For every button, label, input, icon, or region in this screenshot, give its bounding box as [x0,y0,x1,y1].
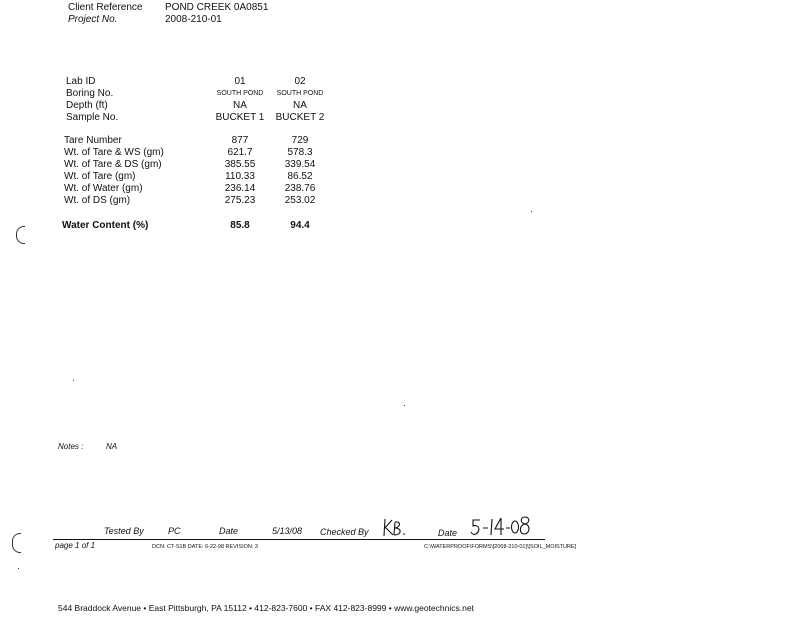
col2-tare-number: 729 [291,135,309,146]
row-label-wt-water: Wt. of Water (gm) [64,183,143,194]
row-label-wt-tare-ds: Wt. of Tare & DS (gm) [64,159,162,170]
company-address: 544 Braddock Avenue • East Pittsburgh, PA 15112 • 412-823-7600 • FAX 412-823-8999 • www.geotechnics.net [58,603,474,613]
col2-sample-no: BUCKET 2 [275,112,325,123]
col2-wt-tare: 86.52 [287,171,313,182]
col2-boring-no: SOUTH POND [276,90,324,97]
col2-lab-id: 02 [294,76,306,87]
col1-sample-no: BUCKET 1 [215,112,265,123]
notes-value: NA [106,442,118,451]
tested-date-label: Date [219,526,239,536]
punch-hole-mark [12,533,21,553]
col1-wt-tare: 110.33 [225,171,255,182]
notes-label: Notes : [58,442,84,451]
row-label-wt-tare-ws: Wt. of Tare & WS (gm) [64,147,164,158]
col1-wt-water: 236.14 [224,183,256,194]
col2-water-content: 94.4 [290,220,310,231]
col1-boring-no: SOUTH POND [216,90,264,97]
tested-by-label: Tested By [104,526,144,536]
row-label-tare-number: Tare Number [64,135,122,146]
client-reference-label: Client Reference [68,2,143,13]
scan-speck [404,405,405,406]
row-label-wt-tare: Wt. of Tare (gm) [64,171,136,182]
col1-wt-ds: 275.23 [224,195,256,206]
col2-wt-water: 238.76 [284,183,316,194]
col2-wt-tare-ws: 578.3 [287,147,313,158]
tested-date-value: 5/13/08 [272,526,303,536]
tested-by-value: PC [168,526,181,536]
checked-date-label: Date [438,528,458,538]
client-reference-value: POND CREEK 0A0851 [165,2,269,13]
row-label-depth: Depth (ft) [66,100,108,111]
file-path: C:\WATERPROOF\FORMS\[2008-210-01]\[SOIL_MOISTURE] [424,544,577,550]
row-label-water-content: Water Content (%) [62,220,149,231]
checked-by-initials-signature [380,516,410,538]
form-reference: DCN: CT-S1B DATE: 6-22-98 REVISION: 3 [152,544,258,550]
scan-speck [531,211,532,212]
checked-date-handwritten [470,514,532,538]
row-label-wt-ds: Wt. of DS (gm) [64,195,131,206]
scan-speck [18,568,19,569]
project-no-label: Project No. [68,14,118,25]
col2-depth: NA [293,100,307,111]
signoff-rule [53,539,545,540]
row-label-boring-no: Boring No. [66,88,114,99]
col1-lab-id: 01 [234,76,246,87]
row-label-sample-no: Sample No. [66,112,119,123]
checked-by-label: Checked By [320,527,369,537]
scan-speck [73,380,74,381]
row-label-lab-id: Lab ID [66,76,96,87]
page-number: page 1 of 1 [55,541,96,550]
col1-depth: NA [233,100,247,111]
col1-wt-tare-ws: 621.7 [227,147,253,158]
col1-wt-tare-ds: 385.55 [224,159,256,170]
col1-water-content: 85.8 [230,220,250,231]
col2-wt-ds: 253.02 [284,195,316,206]
col2-wt-tare-ds: 339.54 [284,159,316,170]
project-no-value: 2008-210-01 [165,14,222,25]
punch-hole-mark [16,226,25,244]
col1-tare-number: 877 [231,135,249,146]
